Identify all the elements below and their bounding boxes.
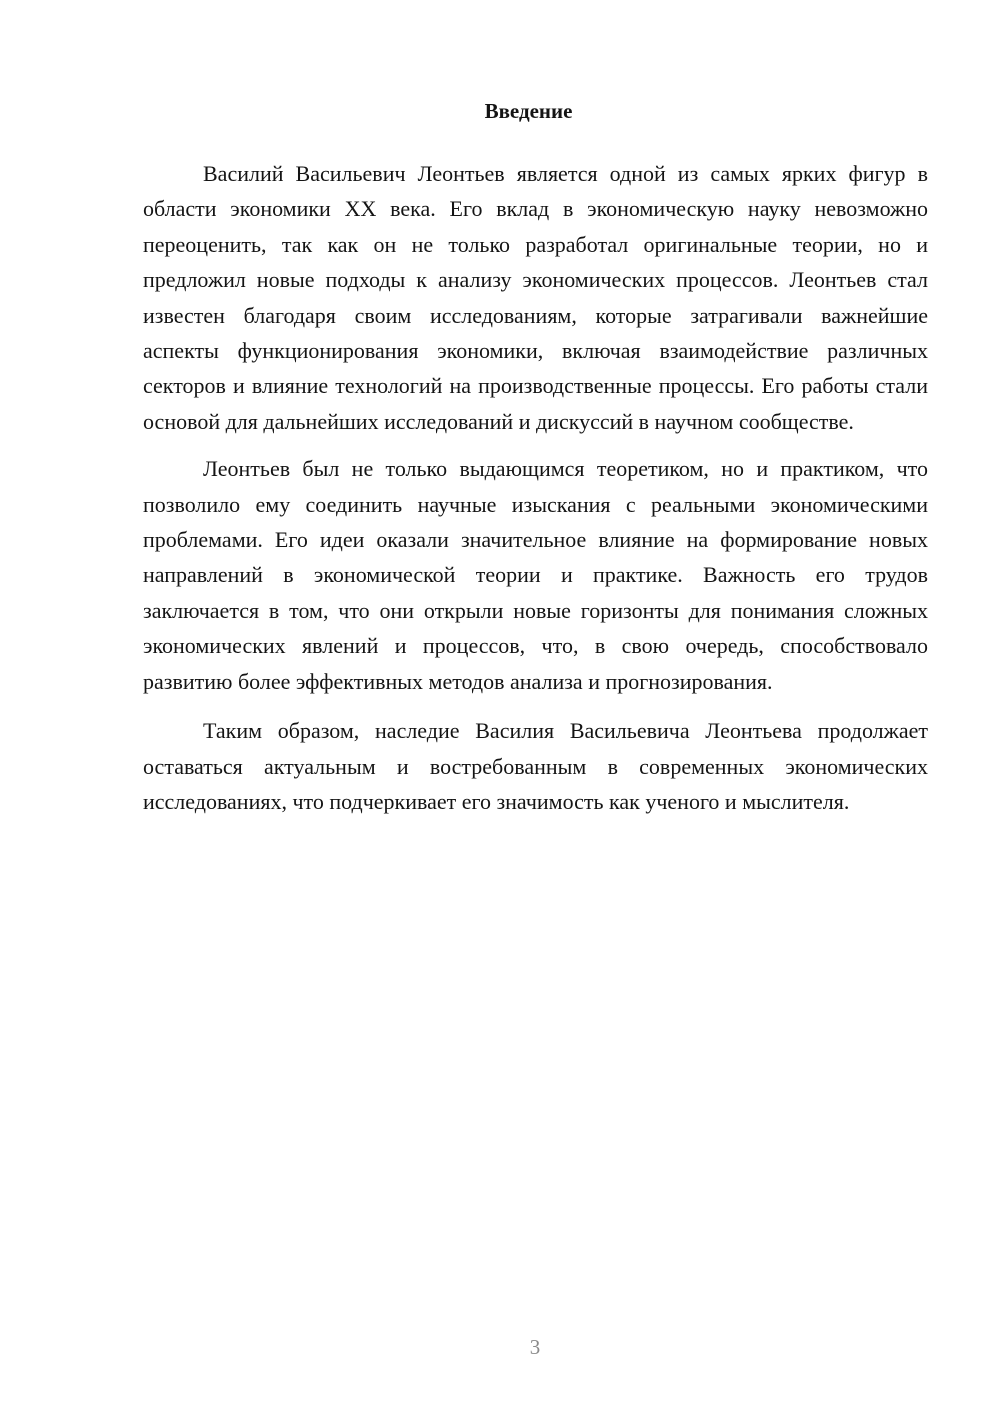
paragraph-3: Таким образом, наследие Василия Васильевича Леонтьева продолжает оставаться актуальным и востребованным в современных экономических исследованиях, что подчеркивает его значимость как ученого и мыслителя. <box>143 718 928 814</box>
page-content <box>143 96 928 819</box>
section-title <box>143 96 928 126</box>
paragraph-1: Василий Васильевич Леонтьев является одной из самых ярких фигур в области экономики XX века. Его вклад в экономическую науку невозможно переоценить, так как он не только разработал оригинальные теории, но и предложил новые подходы к анализу экономических процессов. Леонтьев стал известен благодаря своим исследованиям, которые затрагивали важнейшие аспекты функционирования экономики, включая взаимодействие различных секторов и влияние технологий на производственные процессы. Его работы стали основой для дальнейших исследований и дискуссий в научном сообществе. <box>143 161 928 434</box>
section-title-text: Введение <box>484 99 573 123</box>
paragraph-2: Леонтьев был не только выдающимся теоретиком, но и практиком, что позволило ему соединить научные изыскания с реальными экономическими проблемами. Его идеи оказали значительное влияние на формирование новых направлений в экономической теории и практике. Важность его трудов заключается в том, что они открыли новые горизонты для понимания сложных экономических явлений и процессов, что, в свою очередь, способствовало развитию более эффективных методов анализа и прогнозирования. <box>143 456 928 694</box>
page-number: 3 <box>529 1335 541 1359</box>
